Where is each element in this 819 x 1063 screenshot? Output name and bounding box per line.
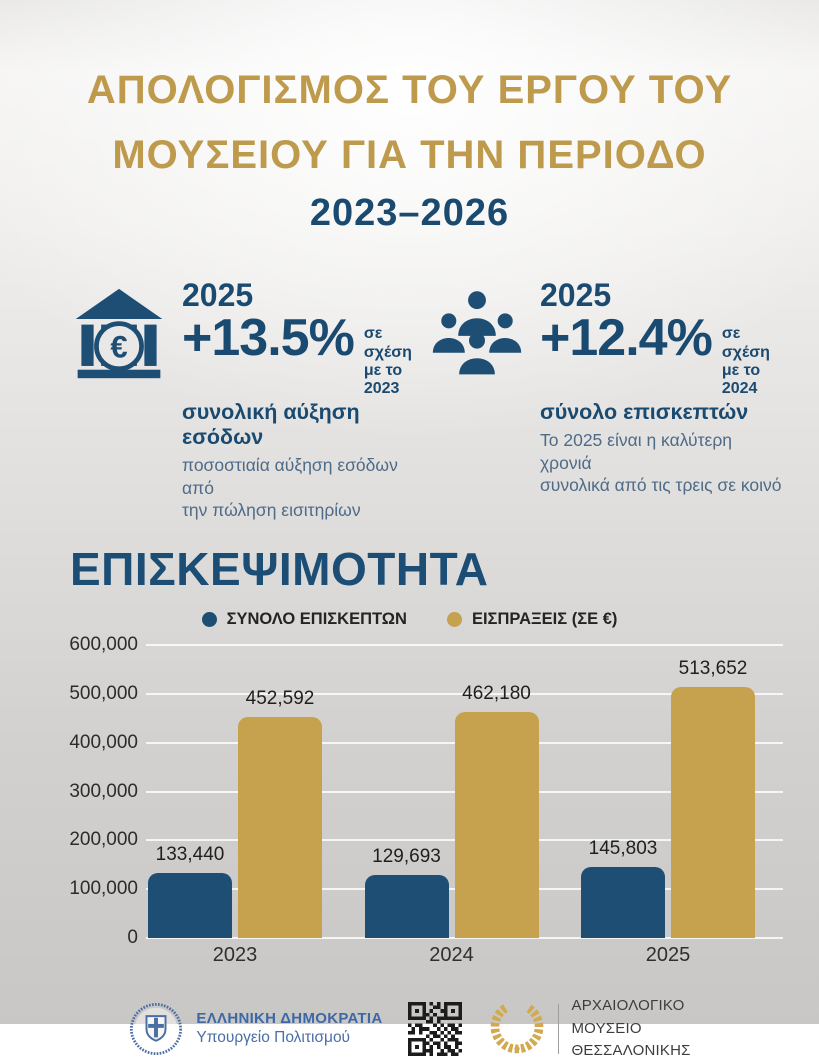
hellenic-republic-emblem-icon (128, 1001, 184, 1057)
legend-dot-gold-icon (447, 612, 462, 627)
x-axis-labels (146, 944, 783, 967)
legend-item-revenue (447, 610, 617, 629)
bar (455, 712, 539, 938)
footer (0, 995, 819, 1063)
bar-value-label: 513,652 (678, 658, 748, 680)
page-title-period: 2023–2026 (309, 191, 510, 234)
bar-value-label: 452,592 (245, 687, 315, 709)
legend-item-visitors (202, 610, 407, 629)
stat-year: 2025 (540, 276, 612, 313)
y-axis-labels (66, 634, 146, 948)
bar (581, 867, 665, 938)
stat-comparison: σε σχέση με το 2023 (363, 325, 412, 398)
stat-year: 2025 (182, 276, 254, 313)
x-tick-2023: 2023 (212, 944, 258, 966)
bar-group-2025 (581, 645, 755, 938)
visitors-bar-2025 (581, 645, 665, 938)
visitors-bar-2024 (365, 645, 449, 938)
page-title-line1: ΑΠΟΛΟΓΙΣΜΟΣ ΤΟΥ ΕΡΓΟΥ ΤΟΥ (86, 68, 733, 112)
chart-legend (0, 610, 819, 629)
bar (148, 873, 232, 938)
stat-value: +13.5% (182, 309, 354, 368)
y-tick: 200,000 (69, 829, 138, 851)
revenue-stat (72, 276, 430, 522)
stat-description: ποσοστιαία αύξηση εσόδων από την πώληση εισιτηρίων (182, 454, 398, 521)
header (0, 0, 819, 235)
bar-value-label: 462,180 (462, 683, 531, 705)
museum-euro-icon (72, 287, 166, 381)
hellenic-republic-logo (128, 1001, 382, 1057)
stat-comparison: σε σχέση με το 2024 (721, 325, 770, 398)
gov-logo-line1: ΕΛΛΗΝΙΚΗ ΔΗΜΟΚΡΑΤΙΑ (196, 1010, 383, 1028)
revenue-bar-2025 (671, 645, 755, 938)
museum-logo-line2: ΜΟΥΣΕΙΟ (571, 1019, 642, 1037)
y-tick: 0 (127, 927, 138, 948)
bar-group-2024 (365, 645, 539, 938)
y-tick: 500,000 (69, 682, 138, 704)
museum-logo-text (571, 995, 690, 1063)
y-tick: 300,000 (69, 780, 138, 802)
chart-title: ΕΠΙΣΚΕΨΙΜΟΤΗΤΑ (70, 543, 489, 595)
x-tick-2024: 2024 (429, 944, 474, 966)
bar-groups (146, 645, 783, 938)
stat-label: συνολική αύξηση εσόδων (182, 399, 360, 449)
legend-label: ΕΙΣΠΡΑΞΕΙΣ (ΣΕ €) (471, 610, 618, 628)
y-tick: 600,000 (69, 634, 138, 655)
visitors-group-icon (430, 287, 524, 381)
page-title-line2: ΜΟΥΣΕΙΟΥ ΓΙΑ ΤΗΝ ΠΕΡΙΟΔΟ (112, 132, 707, 177)
bar-group-2023 (148, 645, 322, 938)
museum-logo-line1: ΑΡΧΑΙΟΛΟΓΙΚΟ (571, 997, 685, 1014)
revenue-bar-2023 (238, 645, 322, 938)
revenue-bar-2024 (455, 645, 539, 938)
museum-logo-line3: ΘΕΣΣΑΛΟΝΙΚΗΣ (571, 1042, 691, 1059)
footer-divider (558, 1004, 559, 1054)
svg-text:€: € (110, 329, 128, 365)
stat-label: σύνολο επισκεπτών (540, 399, 749, 424)
stat-description: Το 2025 είναι η καλύτερη χρονιά συνολικά από τις τρεις σε κοινό (540, 429, 782, 496)
bar-value-label: 145,803 (588, 837, 658, 859)
bar-value-label: 129,693 (372, 845, 441, 867)
gov-logo-text (196, 1010, 382, 1047)
qr-code-icon (408, 1002, 462, 1056)
legend-label: ΣΥΝΟΛΟ ΕΠΙΣΚΕΠΤΩΝ (226, 610, 407, 628)
plot-area (146, 645, 783, 938)
bar-chart (66, 634, 783, 948)
museum-logo (488, 995, 690, 1063)
revenue-stat-text (182, 276, 430, 522)
y-tick: 400,000 (69, 731, 138, 753)
visitors-stat (430, 276, 788, 522)
laurel-wreath-icon (488, 1000, 546, 1058)
visitors-stat-text (540, 276, 788, 522)
bar (671, 687, 755, 938)
legend-dot-blue-icon (202, 612, 217, 627)
visitors-bar-2023 (148, 645, 232, 938)
gov-logo-line2: Υπουργείο Πολιτισμού (196, 1029, 351, 1047)
bar-value-label: 133,440 (155, 843, 225, 865)
stats-row (72, 276, 819, 522)
bar (365, 875, 449, 938)
stat-value: +12.4% (540, 309, 712, 368)
bar (238, 717, 322, 938)
x-tick-2025: 2025 (645, 944, 691, 966)
y-tick: 100,000 (69, 878, 138, 900)
